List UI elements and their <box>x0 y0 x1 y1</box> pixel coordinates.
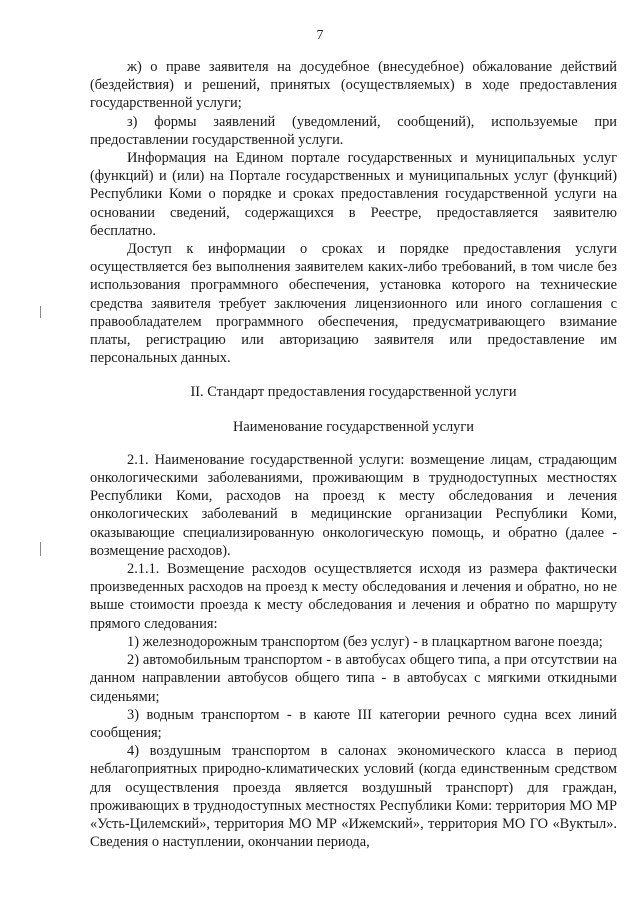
paragraph: 2.1.1. Возмещение расходов осуществляется исходя из размера фактически произведенных расходов на проезд к месту обследования и лечения и обратно, но не выше стоимости проезда к месту обследования и лечения и обратно по маршруту прямого следования: <box>90 561 617 632</box>
document-body <box>90 58 617 851</box>
section-title: II. Стандарт предоставления государственной услуги <box>190 384 517 401</box>
margin-mark <box>40 306 41 318</box>
list-item: 2) автомобильным транспортом - в автобусах общего типа, а при отсутствии на данном направлении автобусов общего типа - в автобусах с мягкими откидными сиденьями; <box>90 652 617 705</box>
page-number: 7 <box>316 28 324 43</box>
paragraph: з) формы заявлений (уведомлений, сообщений), используемые при предоставлении государственной услуги. <box>90 113 617 148</box>
subsection-title: Наименование государственной услуги <box>233 418 474 435</box>
list-item: 3) водным транспортом - в каюте III категории речного судна всех линий сообщения; <box>90 706 617 741</box>
paragraph: Информация на Едином портале государственных и муниципальных услуг (функций) и (или) на Портале государственных и муниципальных услуг (функций) Республики Коми о порядке и сроках предоставления государственной услуги на основании сведений, содержащихся в Реестре, предоставляется заявителю бесплатно. <box>90 150 617 239</box>
paragraph: Доступ к информации о сроках и порядке предоставления услуги осуществляется без выполнения заявителем каких-либо требований, в том числе без использования программного обеспечения, установка которого на технические средства заявителя требует заключения лицензионного или иного соглашения с правообладателем программного обеспечения, предусматривающего взимание платы, регистрацию или авторизацию заявителя или предоставление им персональных данных. <box>90 241 617 367</box>
list-item: 1) железнодорожным транспортом (без услуг) - в плацкартном вагоне поезда; <box>127 633 603 650</box>
list-item: 4) воздушным транспортом в салонах экономического класса в период неблагоприятных природно-климатических условий (когда единственным средством для осуществления проезда является воздушный транспорт) для граждан, проживающих в труднодоступных местностях Республики Коми: территория МО МР «Усть-Цилемский», территория МО МР «Ижемский», территория МО ГО «Вуктыл». Сведения о наступлении, окончании периода, <box>90 743 617 851</box>
paragraph: ж) о праве заявителя на досудебное (внесудебное) обжалование действий (бездействия) и решений, принятых (осуществляемых) в ходе предоставления государственной услуги; <box>90 59 617 112</box>
paragraph: 2.1. Наименование государственной услуги: возмещение лицам, страдающим онкологическими заболеваниями, проживающим в труднодоступных местностях Республики Коми, расходов на проезд к месту обследования и лечения онкологических заболеваний в медицинские организации Республики Коми, оказывающие специализированную онкологическую помощь, и обратно (далее - возмещение расходов). <box>90 451 617 559</box>
margin-mark <box>40 542 41 556</box>
